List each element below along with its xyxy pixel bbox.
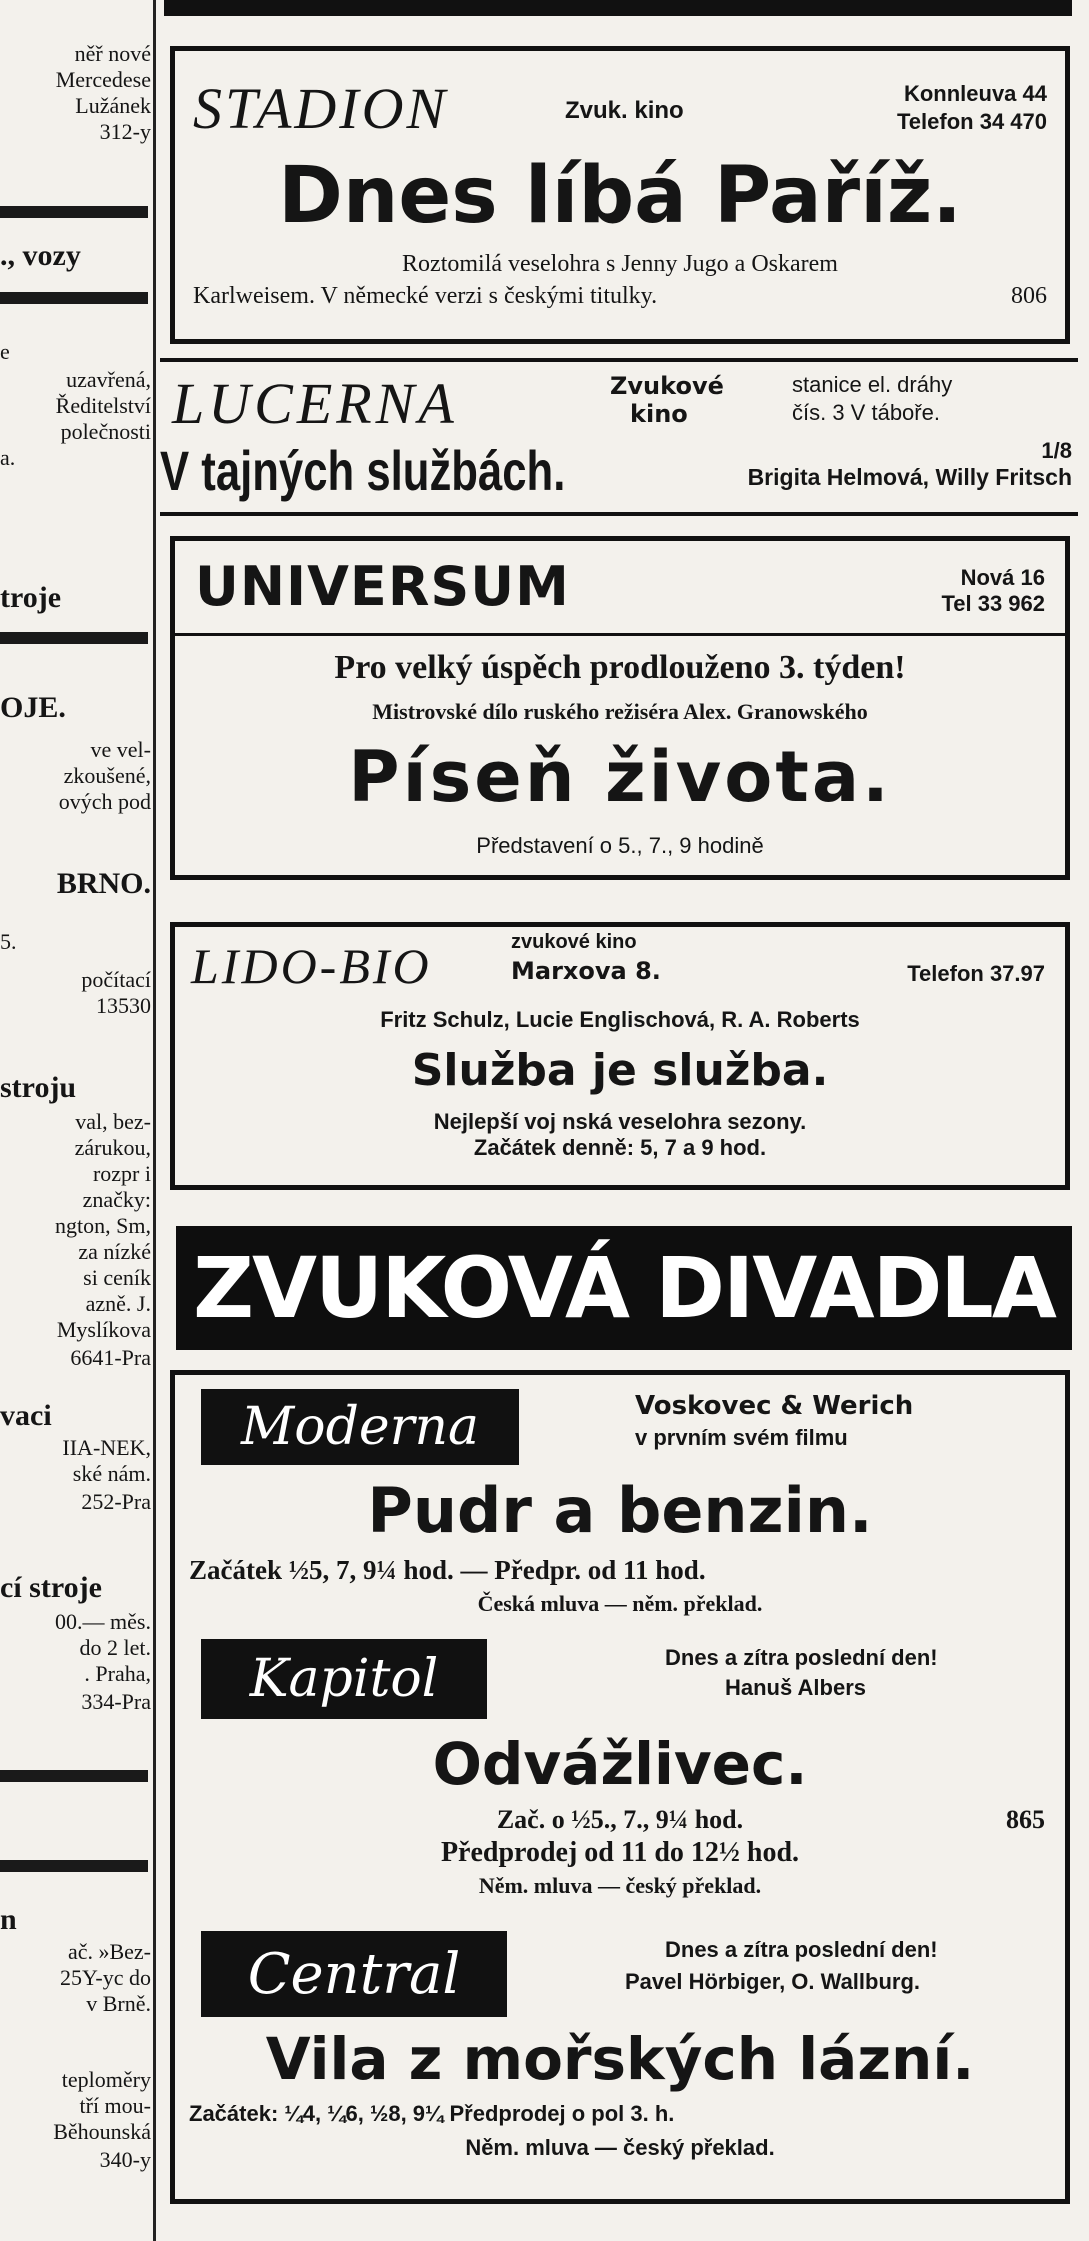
film-intro: Dnes a zítra poslední den! [665,1937,938,1962]
cinema-name: LUCERNA [172,371,458,436]
fragment-text: Myslíkova [56,1317,151,1342]
cinema-address: čís. 3 V táboře. [792,400,940,425]
banner-heading: ZVUKOVÁ DIVADLA [176,1226,1072,1350]
film-language: Něm. mluva — český překlad. [465,2135,775,2160]
fragment-text: 00.— měs. [55,1609,151,1634]
fragment-text: 252-Pra [81,1489,151,1514]
central-logo: Central [201,1931,507,2017]
cinema-name: LIDO-BIO [191,938,432,994]
fragment-text: val, bez- [75,1109,151,1134]
fragment-text: e [0,339,10,364]
film-intro: Pavel Hörbiger, O. Wallburg. [625,1969,921,1994]
column-rule [0,1770,148,1782]
film-title: Vila z mořských lázní. [265,2025,975,2093]
fragment-text: 25Y-yc do [59,1965,151,1990]
fragment-text: něř nové [74,41,151,66]
fragment-text: 13530 [96,993,151,1018]
cinema-address: stanice el. dráhy [792,372,953,397]
cinema-type: zvukové kino [511,931,637,953]
cinema-phone: Telefon 34 470 [897,109,1047,134]
film-description: Roztomilá veselohra s Jenny Jugo a Oskarem [402,251,838,277]
fragment-text: a. [0,445,16,470]
show-times: Představení o 5., 7., 9 hodině [476,833,764,858]
fragment-text: Ředitelství [55,393,151,418]
fragment-text: 340-y [99,2147,151,2172]
film-language: Něm. mluva — český překlad. [478,1873,762,1898]
ad-sound-theatres [170,1370,1070,2204]
ad-top-rule [160,358,1078,362]
film-intro: Dnes a zítra poslední den! [665,1645,938,1670]
ad-lucerna [160,358,1078,516]
column-rule [0,206,148,218]
film-title: V tajných službách. [160,439,566,502]
fragment-text: za nízké [78,1239,151,1264]
ad-stadion [170,46,1070,344]
fragment-text: polečnosti [60,419,151,444]
ad-universum [170,536,1070,880]
column-rule [0,632,148,644]
fragment-text: zkoušené, [63,763,151,788]
kapitol-logo: Kapitol [201,1639,487,1719]
cinema-phone: Tel 33 962 [941,591,1045,616]
moderna-logo: Moderna [201,1389,519,1465]
fragment-heading: stroju [0,1071,77,1104]
fragment-text: si ceník [83,1265,151,1290]
film-intro: Hanuš Albers [725,1675,867,1700]
cinema-type: Zvukové [610,372,724,400]
film-cast: Brigita Helmová, Willy Fritsch [747,464,1072,490]
fragment-heading: cí stroje [0,1571,102,1604]
fragment-text: zárukou, [74,1135,151,1160]
ad-subline: Mistrovské dílo ruského režiséra Alex. Granowského [372,699,868,724]
cinema-type: Zvuk. kino [565,97,684,124]
fragment-text: 5. [0,929,17,954]
fragment-text: IIA-NEK, [62,1435,151,1460]
fragment-text: do 2 let. [79,1635,151,1660]
fragment-text: v Brně. [86,1991,151,2016]
fragment-heading: BRNO. [56,867,151,900]
fragment-text: rozpr i [92,1161,151,1186]
fragment-text: 334-Pra [81,1689,151,1714]
column-rule [0,292,148,304]
show-times: Začátek: ¼4, ¼6, ½8, 9¼ Předprodej o pol 3. h. [189,2101,675,2126]
left-column-fragments [0,0,155,2241]
fragment-text: teploměry [61,2067,151,2092]
ad-reference: 1/8 [1041,438,1072,463]
show-times: Zač. o ½5., 7., 9¼ hod. [496,1805,744,1834]
film-title: Odvážlivec. [432,1730,808,1798]
fragment-text: počítací [81,967,151,992]
ad-inner-rule [175,633,1065,636]
film-cast: Fritz Schulz, Lucie Englischová, R. A. Roberts [380,1007,860,1032]
fragment-text: tří mou- [79,2093,151,2118]
fragment-heading: ., vozy [0,239,81,272]
film-title: Služba je služba. [411,1045,829,1096]
fragment-text: ových pod [58,789,151,814]
film-title: Pudr a benzin. [367,1474,873,1547]
column-divider [153,0,156,2241]
presale-times: Předprodej od 11 do 12½ hod. [440,1837,800,1868]
cinema-name: UNIVERSUM [195,555,570,618]
ad-headline: Pro velký úspěch prodlouženo 3. týden! [334,649,906,686]
fragment-text: ngton, Sm, [55,1213,151,1238]
ad-lido-bio [170,922,1070,1190]
column-rule [0,1860,148,1872]
cinema-name: STADION [193,76,449,141]
fragment-text: značky: [82,1187,151,1212]
show-times: Začátek ½5, 7, 9¼ hod. — Předpr. od 11 hod. [189,1555,706,1585]
cinema-address: Konnleuva 44 [903,81,1047,106]
film-intro: v prvním svém filmu [635,1425,848,1450]
film-title: Dnes líbá Paříž. [278,151,962,241]
film-intro: Voskovec & Werich [635,1391,914,1421]
film-description: Karlweisem. V německé verzi s českými titulky. [193,283,658,309]
fragment-text: Lužánek [75,93,151,118]
fragment-heading: troje [0,581,62,614]
film-language: Česká mluva — něm. překlad. [477,1591,763,1616]
fragment-text: 6641-Pra [70,1345,151,1370]
fragment-text: ve vel- [90,737,151,762]
cinema-address: Marxova 8. [511,957,661,985]
fragment-heading: vaci [0,1399,52,1432]
previous-ad-edge [164,0,1072,16]
fragment-text: ač. »Bez- [67,1939,151,1964]
film-title: Píseň života. [348,736,892,818]
fragment-heading: OJE. [0,691,66,724]
fragment-text: Mercedese [55,67,151,92]
fragment-text: uzavřená, [66,367,151,392]
ad-reference: 865 [1006,1805,1045,1834]
ad-reference: 806 [1011,283,1047,309]
cinema-listings [160,0,1089,2241]
show-times: Začátek denně: 5, 7 a 9 hod. [473,1135,767,1160]
fragment-text: . Praha, [84,1661,151,1686]
cinema-type: kino [630,400,688,428]
fragment-text: ské nám. [72,1461,151,1486]
fragment-text: Běhounská [53,2119,151,2144]
fragment-heading: n [0,1903,17,1936]
fragment-text: azně. J. [85,1291,151,1316]
cinema-phone: Telefon 37.97 [907,961,1045,986]
cinema-address: Nová 16 [960,565,1045,590]
fragment-text: 312-y [99,119,151,144]
ad-tagline: Nejlepší voj nská veselohra sezony. [433,1109,807,1134]
ad-bottom-rule [160,512,1078,516]
